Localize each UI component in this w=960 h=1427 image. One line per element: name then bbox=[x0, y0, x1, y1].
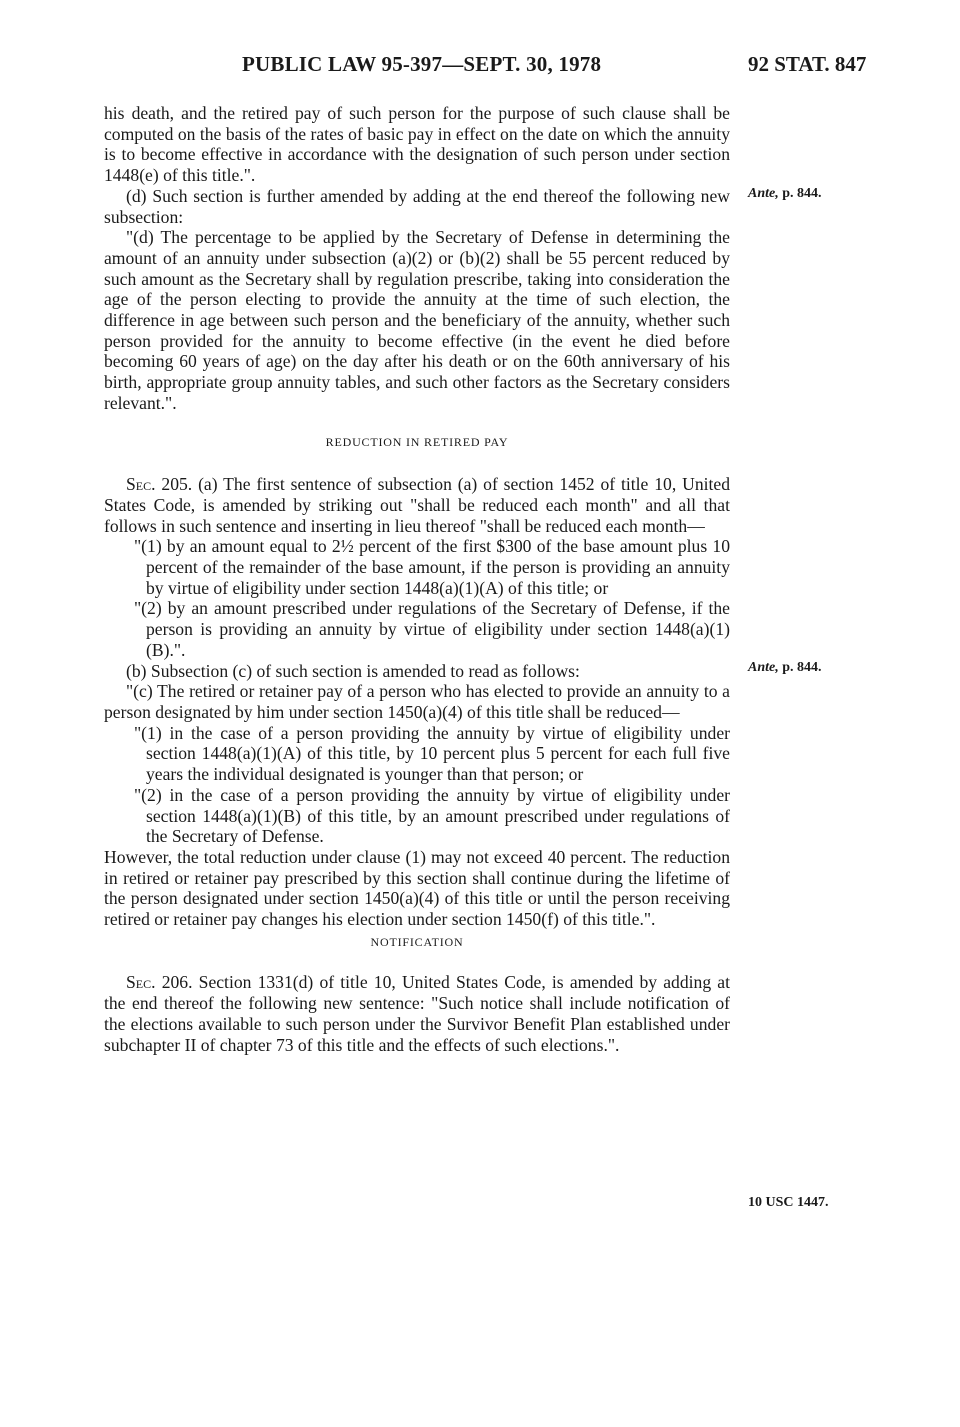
clause-1-reduction: "(1) in the case of a person providing the annuity by virtue of eligibility under section 1448(a)(1)(A) of this title, by 10 percent plus 5 percent for each full five years the individual designated is younger than that person; or bbox=[134, 722, 730, 785]
paragraph-subsection-d: (d) Such section is further amended by adding at the end thereof the following new subsection: bbox=[104, 185, 730, 227]
section-heading-reduction: REDUCTION IN RETIRED PAY bbox=[325, 434, 509, 449]
paragraph-quoted-subsection-d: "(d) The percentage to be applied by the Secretary of Defense in determining the amount of an annuity under subsection (a)(2) or (b)(2) shall be 55 percent reduced by such amount as the Secretary shall by regulation prescribe, taking into consideration the age of the person electing to provide the annuity at the time of such election, the difference in age between such person and the beneficiary of the annuity, whether such person provided for the annuity to become effective (in the event he died before becoming 60 years of age) on the day after his death or on the 60th anniversary of his birth, appropriate group annuity tables, and such other factors as the Secretary considers relevant.". bbox=[104, 227, 730, 413]
body-text bbox=[104, 103, 730, 1055]
margin-note-text: 10 USC 1447. bbox=[748, 1195, 829, 1210]
clause-2-amount: "(2) by an amount prescribed under regulations of the Secretary of Defense, if the person is providing an annuity by virtue of eligibility under section 1448(a)(1)(B).". bbox=[134, 598, 730, 660]
margin-note-text: p. 844. bbox=[778, 660, 822, 675]
paragraph-continuation: his death, and the retired pay of such person for the purpose of such clause shall be computed on the basis of the rates of basic pay in effect on the date on which the annuity is to become effective in accordance with the designation of such person under section 1448(e) of this title.". bbox=[104, 103, 730, 186]
clause-1-amount: "(1) by an amount equal to 2½ percent of the first $300 of the base amount plus 10 percent of the remainder of the base amount, if the person is providing an annuity by virtue of eligibility under section 1448(a)(1)(A) of this title; or bbox=[134, 536, 730, 598]
sec-label: Sec. bbox=[126, 972, 156, 993]
margin-note-usc bbox=[748, 1195, 829, 1211]
paragraph-subsection-b: (b) Subsection (c) of such section is amended to read as follows: bbox=[126, 660, 580, 681]
margin-note-ante bbox=[748, 660, 822, 676]
clause-2-reduction: "(2) in the case of a person providing the annuity by virtue of eligibility under section 1448(a)(1)(B) of this title, by an amount prescribed under regulations of the Secretary of Defense. bbox=[134, 784, 730, 847]
margin-note-text: p. 844. bbox=[778, 186, 822, 201]
page-header bbox=[0, 52, 960, 82]
paragraph-however: However, the total reduction under clause (1) may not exceed 40 percent. The reduction in retired or retainer pay prescribed by this section shall continue during the lifetime of the person designated under section 1450(a)(4) of this title or until the person receiving retired or retainer pay changes his election under section 1450(f) of this title.". bbox=[104, 846, 730, 930]
statute-page-reference: 92 STAT. 847 bbox=[748, 52, 867, 76]
paragraph-sec-205 bbox=[104, 474, 730, 536]
paragraph-quoted-subsection-c: "(c) The retired or retainer pay of a person who has elected to provide an annuity to a person designated by him under section 1450(a)(4) of this title shall be reduced— bbox=[104, 681, 730, 722]
paragraph-sec-206 bbox=[104, 972, 730, 1055]
margin-note-italic: Ante, bbox=[748, 186, 779, 201]
section-heading-notification: NOTIFICATION bbox=[370, 934, 464, 949]
margin-note-italic: Ante, bbox=[748, 660, 779, 675]
sec-206-text: 206. Section 1331(d) of title 10, United States Code, is amended by adding at the end thereof the following new sentence: "Such notice shall include notification of the elections available to such person under the Survivor Benefit Plan established under subchapter II of chapter 73 of this title and the effects of such elections.". bbox=[104, 972, 730, 1055]
margin-note-ante bbox=[748, 186, 822, 202]
sec-205-text: 205. (a) The first sentence of subsection (a) of section 1452 of title 10, United States Code, is amended by striking out "shall be reduced each month" and all that follows in such sentence and inserting in lieu thereof "shall be reduced each month— bbox=[104, 474, 730, 536]
sec-label: Sec. bbox=[126, 474, 156, 495]
running-head: PUBLIC LAW 95-397—SEPT. 30, 1978 bbox=[242, 52, 602, 76]
